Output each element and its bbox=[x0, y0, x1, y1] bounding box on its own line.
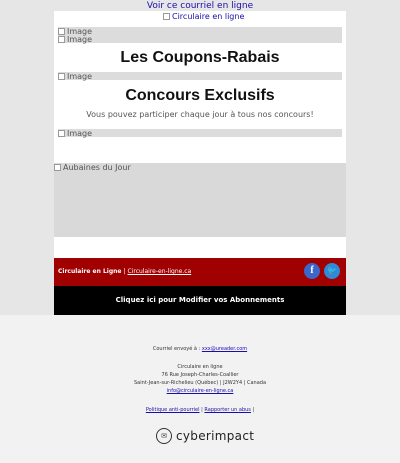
image-alt-text: Image bbox=[67, 27, 93, 36]
contact-email-link[interactable]: info@circulaire-en-ligne.ca bbox=[166, 388, 234, 394]
broken-image-icon bbox=[54, 164, 61, 171]
twitter-icon[interactable]: 🐦 bbox=[324, 263, 340, 279]
manage-subscriptions-label: Cliquez ici pour Modifier vos Abonnements bbox=[115, 296, 285, 304]
antispam-policy-link[interactable]: Politique anti-pourriel bbox=[145, 407, 200, 413]
broken-image-icon bbox=[58, 36, 65, 43]
policy-separator: | bbox=[201, 407, 203, 413]
aubaines-du-jour-image[interactable] bbox=[54, 163, 346, 237]
concours-image-strip bbox=[58, 129, 342, 137]
coupons-image-strip bbox=[58, 72, 342, 80]
banner-strip bbox=[58, 27, 342, 43]
cyberimpact-logo[interactable] bbox=[156, 428, 254, 444]
logo-alt-text: Circulaire en ligne bbox=[172, 12, 245, 21]
brand-separator: | bbox=[123, 268, 126, 275]
facebook-icon[interactable]: f bbox=[304, 263, 320, 279]
recipient-email-link[interactable]: xxx@ureader.com bbox=[201, 346, 248, 352]
concours-title: Concours Exclusifs bbox=[125, 87, 275, 104]
image-alt-text: Image bbox=[67, 72, 93, 81]
broken-image-icon bbox=[58, 28, 65, 35]
cyberimpact-wordmark: cyberimpact bbox=[176, 429, 255, 443]
brand-website-link[interactable]: Circulaire-en-ligne.ca bbox=[127, 268, 192, 275]
street-address: 76 Rue Joseph-Charles-Coallier bbox=[161, 372, 239, 378]
report-abuse-link[interactable]: Rapporter un abus bbox=[204, 407, 251, 413]
coupons-title: Les Coupons-Rabais bbox=[120, 49, 280, 66]
policy-tail-separator: | bbox=[252, 407, 255, 413]
company-name: Circulaire en ligne bbox=[177, 364, 223, 370]
logo-image[interactable] bbox=[163, 12, 244, 21]
manage-subscriptions-button[interactable] bbox=[54, 286, 346, 315]
city-address: Saint-Jean-sur-Richelieu (Québec) | J2W2Y4 | Canada bbox=[133, 380, 267, 386]
broken-image-icon bbox=[163, 13, 170, 20]
sender-address bbox=[0, 363, 400, 395]
sent-to-line bbox=[0, 345, 400, 353]
aubaines-alt-text: Aubaines du Jour bbox=[63, 163, 131, 172]
image-alt-text: Image bbox=[67, 35, 93, 44]
banner-image-2[interactable] bbox=[58, 35, 92, 44]
view-online-link[interactable]: Voir ce courriel en ligne bbox=[146, 1, 254, 11]
cyberimpact-logo-icon: ✉ bbox=[156, 428, 172, 444]
footer-brand-bar bbox=[54, 258, 346, 286]
aubaines-alt bbox=[54, 163, 131, 172]
policy-links bbox=[0, 406, 400, 414]
brand-name: Circulaire en Ligne bbox=[58, 268, 122, 275]
concours-image[interactable] bbox=[58, 129, 342, 138]
coupons-image[interactable] bbox=[58, 72, 342, 81]
concours-text: Vous pouvez participer chaque jour à tous nos concours! bbox=[86, 110, 314, 119]
broken-image-icon bbox=[58, 73, 65, 80]
footer-brand bbox=[58, 268, 191, 275]
image-alt-text: Image bbox=[67, 129, 93, 138]
sent-prefix: Courriel envoyé à : bbox=[152, 346, 201, 352]
broken-image-icon bbox=[58, 130, 65, 137]
